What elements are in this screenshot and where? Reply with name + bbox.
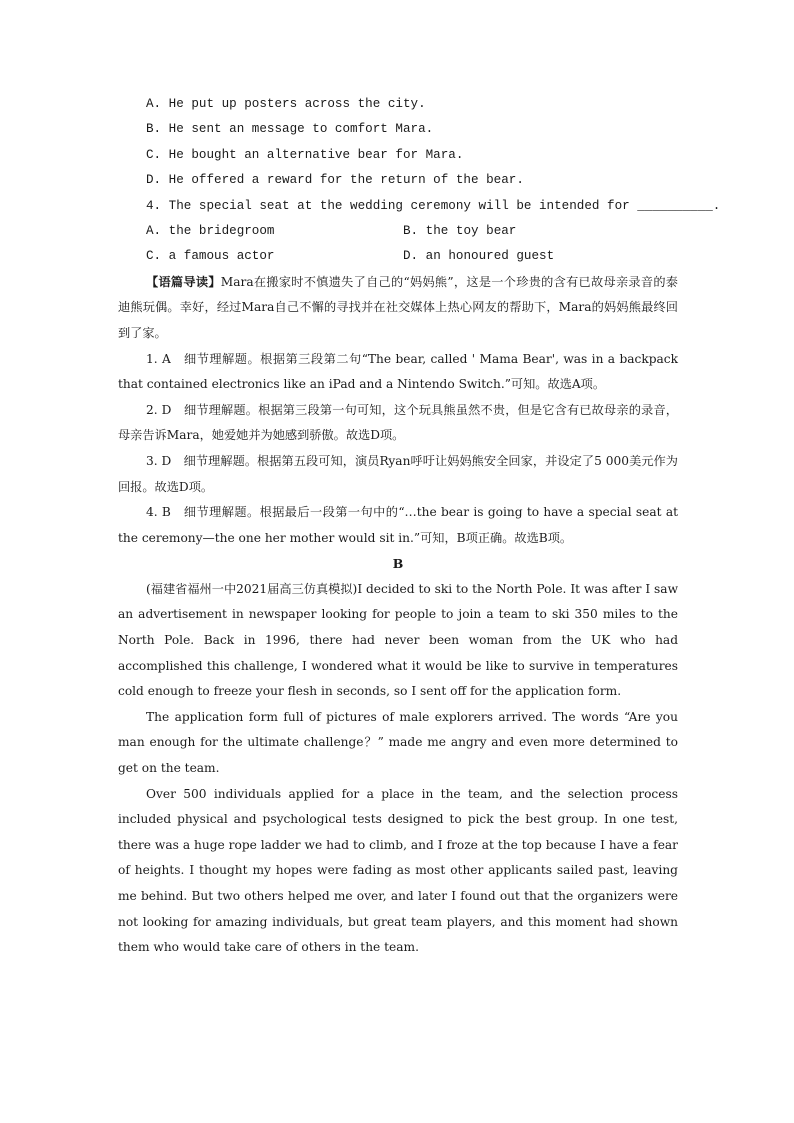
passage-paragraph-1-text: I decided to ski to the North Pole. It was after I saw an advertisement in newspaper looking for people to join a team to ski 350 miles to the North Pole. Back in 1996, there had never been woman from the UK who had accomplished this challenge, I wondered what it would be like to survive in temperatures cold enough to freeze your flesh in seconds, so I sent off for the application form.	[118, 581, 678, 699]
q4-option-a: A. the bridegroom	[146, 224, 275, 239]
passage-paragraph-3: Over 500 individuals applied for a place in the team, and the selection process included physical and psychological tests designed to pick the best group. In one test, there was a huge rope ladder we had to climb, and I froze at the top because I have a fear of heights. I thought my hopes were fading as most other applicants sailed past, leaving me behind. But two others helped me over, and later I found out that the organizers were not looking for amazing individuals, but great team players, and this moment had shown them who would take care of others in the team.	[118, 786, 678, 955]
question4-options-row1	[118, 219, 678, 244]
reading-guide-text: Mara在搬家时不慎遗失了自己的“妈妈熊”，这是一个珍贵的含有已故母亲录音的泰迪熊玩偶。幸好，经过Mara自己不懈的寻找并在社交媒体上热心网友的帮助下，Mara的妈妈熊最终回到了家。	[118, 274, 678, 341]
question4	[118, 194, 721, 270]
option-d: D. He offered a reward for the return of the bear.	[146, 173, 524, 188]
question4-stem: 4. The special seat at the wedding ceremony will be intended for __________.	[146, 198, 721, 213]
passage-b	[118, 577, 678, 961]
passage-source: (福建省福州一中2021届高三仿真模拟)	[146, 581, 358, 596]
answer-4: 4. B 细节理解题。根据最后一段第一句中的“…the bear is going to have a special seat at the ceremony—the one her mother would sit in.”可知，B项正确。故选B项。	[118, 505, 678, 545]
question3-options	[118, 92, 678, 194]
q4-option-c: C. a famous actor	[146, 249, 275, 264]
answer-1: 1. A 细节理解题。根据第三段第二句“The bear, called ' Mama Bear', was in a backpack that contained electronics like an iPad and a Nintendo Switch.”可知。故选A项。	[118, 351, 678, 392]
reading-guide	[118, 270, 678, 347]
answer-3: 3. D 细节理解题。根据第五段可知，演员Ryan呼吁让妈妈熊安全回家，并设定了5 000美元作为回报。故选D项。	[118, 454, 678, 494]
answer-2: 2. D 细节理解题。根据第三段第一句可知，这个玩具熊虽然不贵，但是它含有已故母亲的录音，母亲告诉Mara，她爱她并为她感到骄傲。故选D项。	[118, 402, 678, 443]
passage-paragraph-1	[118, 577, 678, 705]
option-a: A. He put up posters across the city.	[146, 97, 426, 111]
q4-option-d: D. an honoured guest	[403, 249, 555, 264]
reading-guide-label: 【语篇导读】	[146, 274, 221, 289]
q4-option-b: B. the toy bear	[403, 224, 517, 239]
question4-options-row2	[118, 244, 678, 269]
section-heading: B	[392, 556, 404, 572]
document-page	[118, 92, 721, 961]
option-b: B. He sent an message to comfort Mara.	[146, 122, 434, 137]
option-c: C. He bought an alternative bear for Mara.	[146, 147, 464, 162]
passage-paragraph-2: The application form full of pictures of male explorers arrived. The words “Are you man enough for the ultimate challenge？” made me angry and even more determined to get on the team.	[118, 709, 678, 775]
answer-explanations	[118, 347, 678, 552]
